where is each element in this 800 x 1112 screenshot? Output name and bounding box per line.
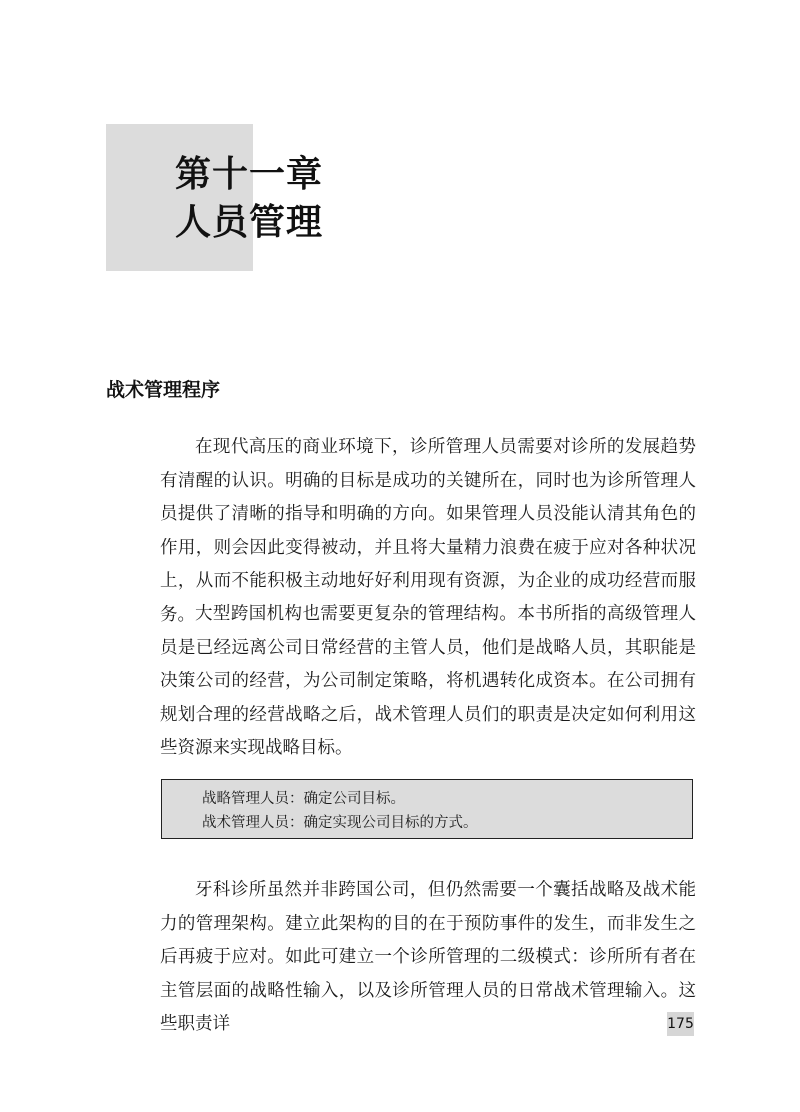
body-paragraph: 牙科诊所虽然并非跨国公司，但仍然需要一个囊括战略及战术能力的管理架构。建立此架构的目的在于预防事件的发生，而非发生之后再疲于应对。如此可建立一个诊所管理的二级模式：诊所所有者在主管层面的战略性输入，以及诊所管理人员的日常战术管理输入。这些职责详 (160, 880, 696, 1034)
callout-line: 战术管理人员：确定实现公司目标的方式。 (202, 815, 478, 831)
chapter-title (175, 150, 323, 246)
chapter-name: 人员管理 (175, 201, 324, 243)
callout-box (161, 779, 693, 839)
chapter-number: 第十一章 (175, 153, 324, 195)
section-heading: 战术管理程序 (106, 379, 221, 401)
body-paragraph: 大型跨国机构也需要更复杂的管理结构。本书所指的高级管理人员是已经远离公司日常经营的主管人员，他们是战略人员，其职能是决策公司的经营，为公司制定策略，将机遇转化成资本。在公司拥有规划合理的经营战略之后，战术管理人员们的职责是决定如何利用这些资源来实现战略目标。 (160, 604, 696, 758)
body-paragraph: 在现代高压的商业环境下，诊所管理人员需要对诊所的发展趋势有清醒的认识。明确的目标是成功的关键所在，同时也为诊所管理人员提供了清晰的指导和明确的方向。如果管理人员没能认清其角色的作用，则会因此变得被动，并且将大量精力浪费在疲于应对各种状况上，从而不能积极主动地好好利用现有资源，为企业的成功经营而服务。 (160, 437, 696, 625)
page-number: 175 (667, 1012, 694, 1036)
callout-line: 战略管理人员：确定公司目标。 (202, 791, 405, 807)
